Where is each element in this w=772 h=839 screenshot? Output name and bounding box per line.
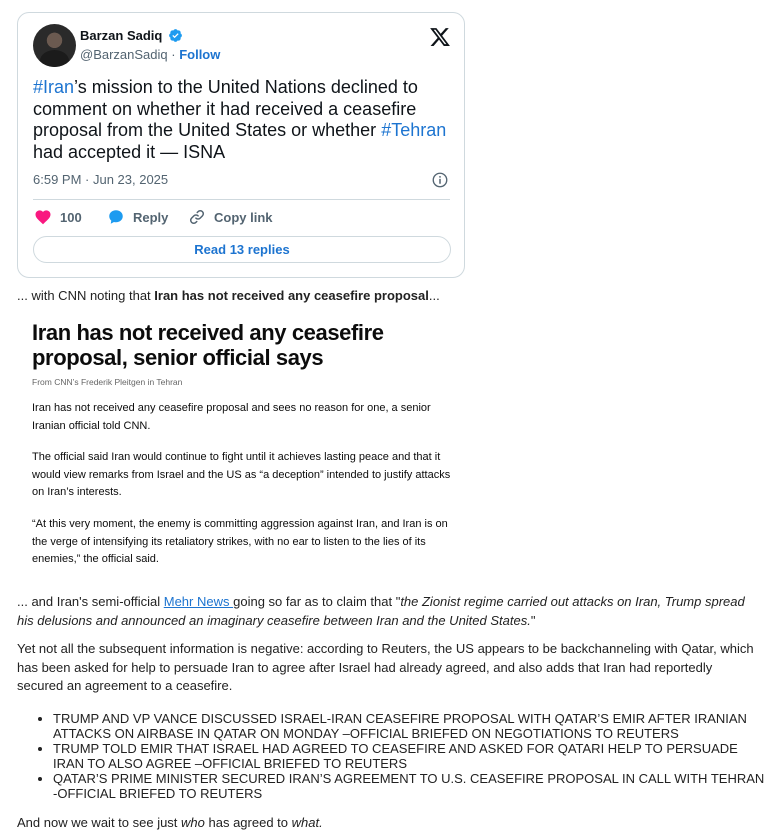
hashtag-tehran-link[interactable]: #Tehran <box>381 120 447 140</box>
heart-icon <box>34 208 52 226</box>
cnn-paragraph: The official said Iran would continue to fight until it achieves lasting peace and that it would view remarks from Israel and the US as “a deception” intended to justify attacks on Iran’s interests. <box>32 451 451 498</box>
list-item: • TRUMP AND VP VANCE DISCUSSED ISRAEL-IRAN CEASEFIRE PROPOSAL WITH QATAR’S EMIR AFTER IRANIAN ATTACKS ON AIRBASE IN QATAR ON MONDAY –OFFICIAL BRIEFED ON NEGOTIATIONS TO REUTERS <box>53 711 767 741</box>
reply-label: Reply <box>133 209 169 225</box>
cnn-intro-bold: Iran has not received any ceasefire proposal <box>154 288 429 303</box>
closing-paragraph <box>17 814 757 833</box>
cnn-excerpt-image <box>17 313 467 575</box>
reply-bubble-icon <box>107 208 125 226</box>
mehr-middle: going so far as to claim that " <box>233 594 401 609</box>
list-item: • TRUMP TOLD EMIR THAT ISRAEL HAD AGREED TO CEASEFIRE AND ASKED FOR QATARI HELP TO PERSUADE IRAN TO ALSO AGREE –OFFICIAL BRIEFED TO REUTERS <box>53 741 767 771</box>
mehr-suffix: " <box>530 612 536 628</box>
author-avatar[interactable] <box>33 24 76 67</box>
cnn-paragraph: “At this very moment, the enemy is committing aggression against Iran, and Iran is on the verge of intensifying its retaliatory strikes, with no ear to listen to the lies of its enemies,” the official said. <box>32 518 448 565</box>
info-icon[interactable] <box>431 171 449 189</box>
author-handle-line <box>80 47 220 62</box>
follow-button[interactable]: Follow <box>179 47 221 62</box>
mehr-news-link[interactable]: Mehr News <box>163 594 234 609</box>
embedded-tweet-card[interactable] <box>17 12 465 278</box>
cnn-byline: From CNN’s Frederik Pleitgen in Tehran <box>32 377 183 387</box>
cnn-intro-suffix: ... <box>428 288 440 303</box>
mehr-prefix: ... and Iran's semi-official <box>17 594 164 609</box>
x-logo-icon[interactable] <box>429 26 451 48</box>
tweet-text <box>33 77 453 163</box>
like-button[interactable] <box>34 208 82 226</box>
mehr-quote: the Zionist regime carried out attacks on Iran, Trump spread his delusions and announced an imaginary ceasefire between Iran and the United States. <box>17 594 745 628</box>
cnn-intro-paragraph <box>17 287 767 306</box>
link-icon <box>188 208 206 226</box>
cnn-intro-prefix: ... with CNN noting that <box>17 288 155 303</box>
cnn-paragraph: Iran has not received any ceasefire proposal and sees no reason for one, a senior Iranian official told CNN. <box>32 402 431 432</box>
read-replies-button[interactable]: Read 13 replies <box>33 236 451 263</box>
closing-prefix: And now we wait to see just <box>17 815 182 830</box>
copy-link-button[interactable] <box>188 208 273 226</box>
copy-link-label: Copy link <box>214 209 273 225</box>
tweet-divider <box>33 199 450 200</box>
verified-badge-icon <box>168 28 183 43</box>
author-handle[interactable]: @BarzanSadiq <box>80 47 168 62</box>
closing-middle: has agreed to <box>204 815 292 830</box>
author-name[interactable]: Barzan Sadiq <box>80 28 163 43</box>
like-count: 100 <box>60 209 82 225</box>
handle-separator: · <box>167 47 180 62</box>
tweet-text-part2: had accepted it — ISNA <box>33 141 226 162</box>
reuters-headlines-list <box>17 711 767 801</box>
tweet-timestamp[interactable]: 6:59 PM · Jun 23, 2025 <box>33 172 169 187</box>
reply-button[interactable] <box>107 208 168 226</box>
hashtag-iran-link[interactable]: #Iran <box>33 77 75 97</box>
cnn-headline: Iran has not received any ceasefire proposal, senior official says <box>32 320 384 370</box>
list-item: • QATAR’S PRIME MINISTER SECURED IRAN’S AGREEMENT TO U.S. CEASEFIRE PROPOSAL IN CALL WITH TEHRAN -OFFICIAL BRIEFED TO REUTERS <box>53 771 767 801</box>
reuters-paragraph: Yet not all the subsequent information is negative: according to Reuters, the US appears to be backchanneling with Qatar, which has been asked for help to persuade Iran to agree after Israel had already agreed, and also adds that Iran had reportedly secured an agreement to a ceasefire. <box>17 641 754 693</box>
mehr-paragraph <box>17 593 757 630</box>
closing-italic-who: who <box>181 815 205 830</box>
tweet-text-part1: ’s mission to the United Nations declined to comment on whether it had received a ceasefire proposal from the United States or whether <box>33 77 418 140</box>
closing-italic-what: what. <box>291 815 323 830</box>
